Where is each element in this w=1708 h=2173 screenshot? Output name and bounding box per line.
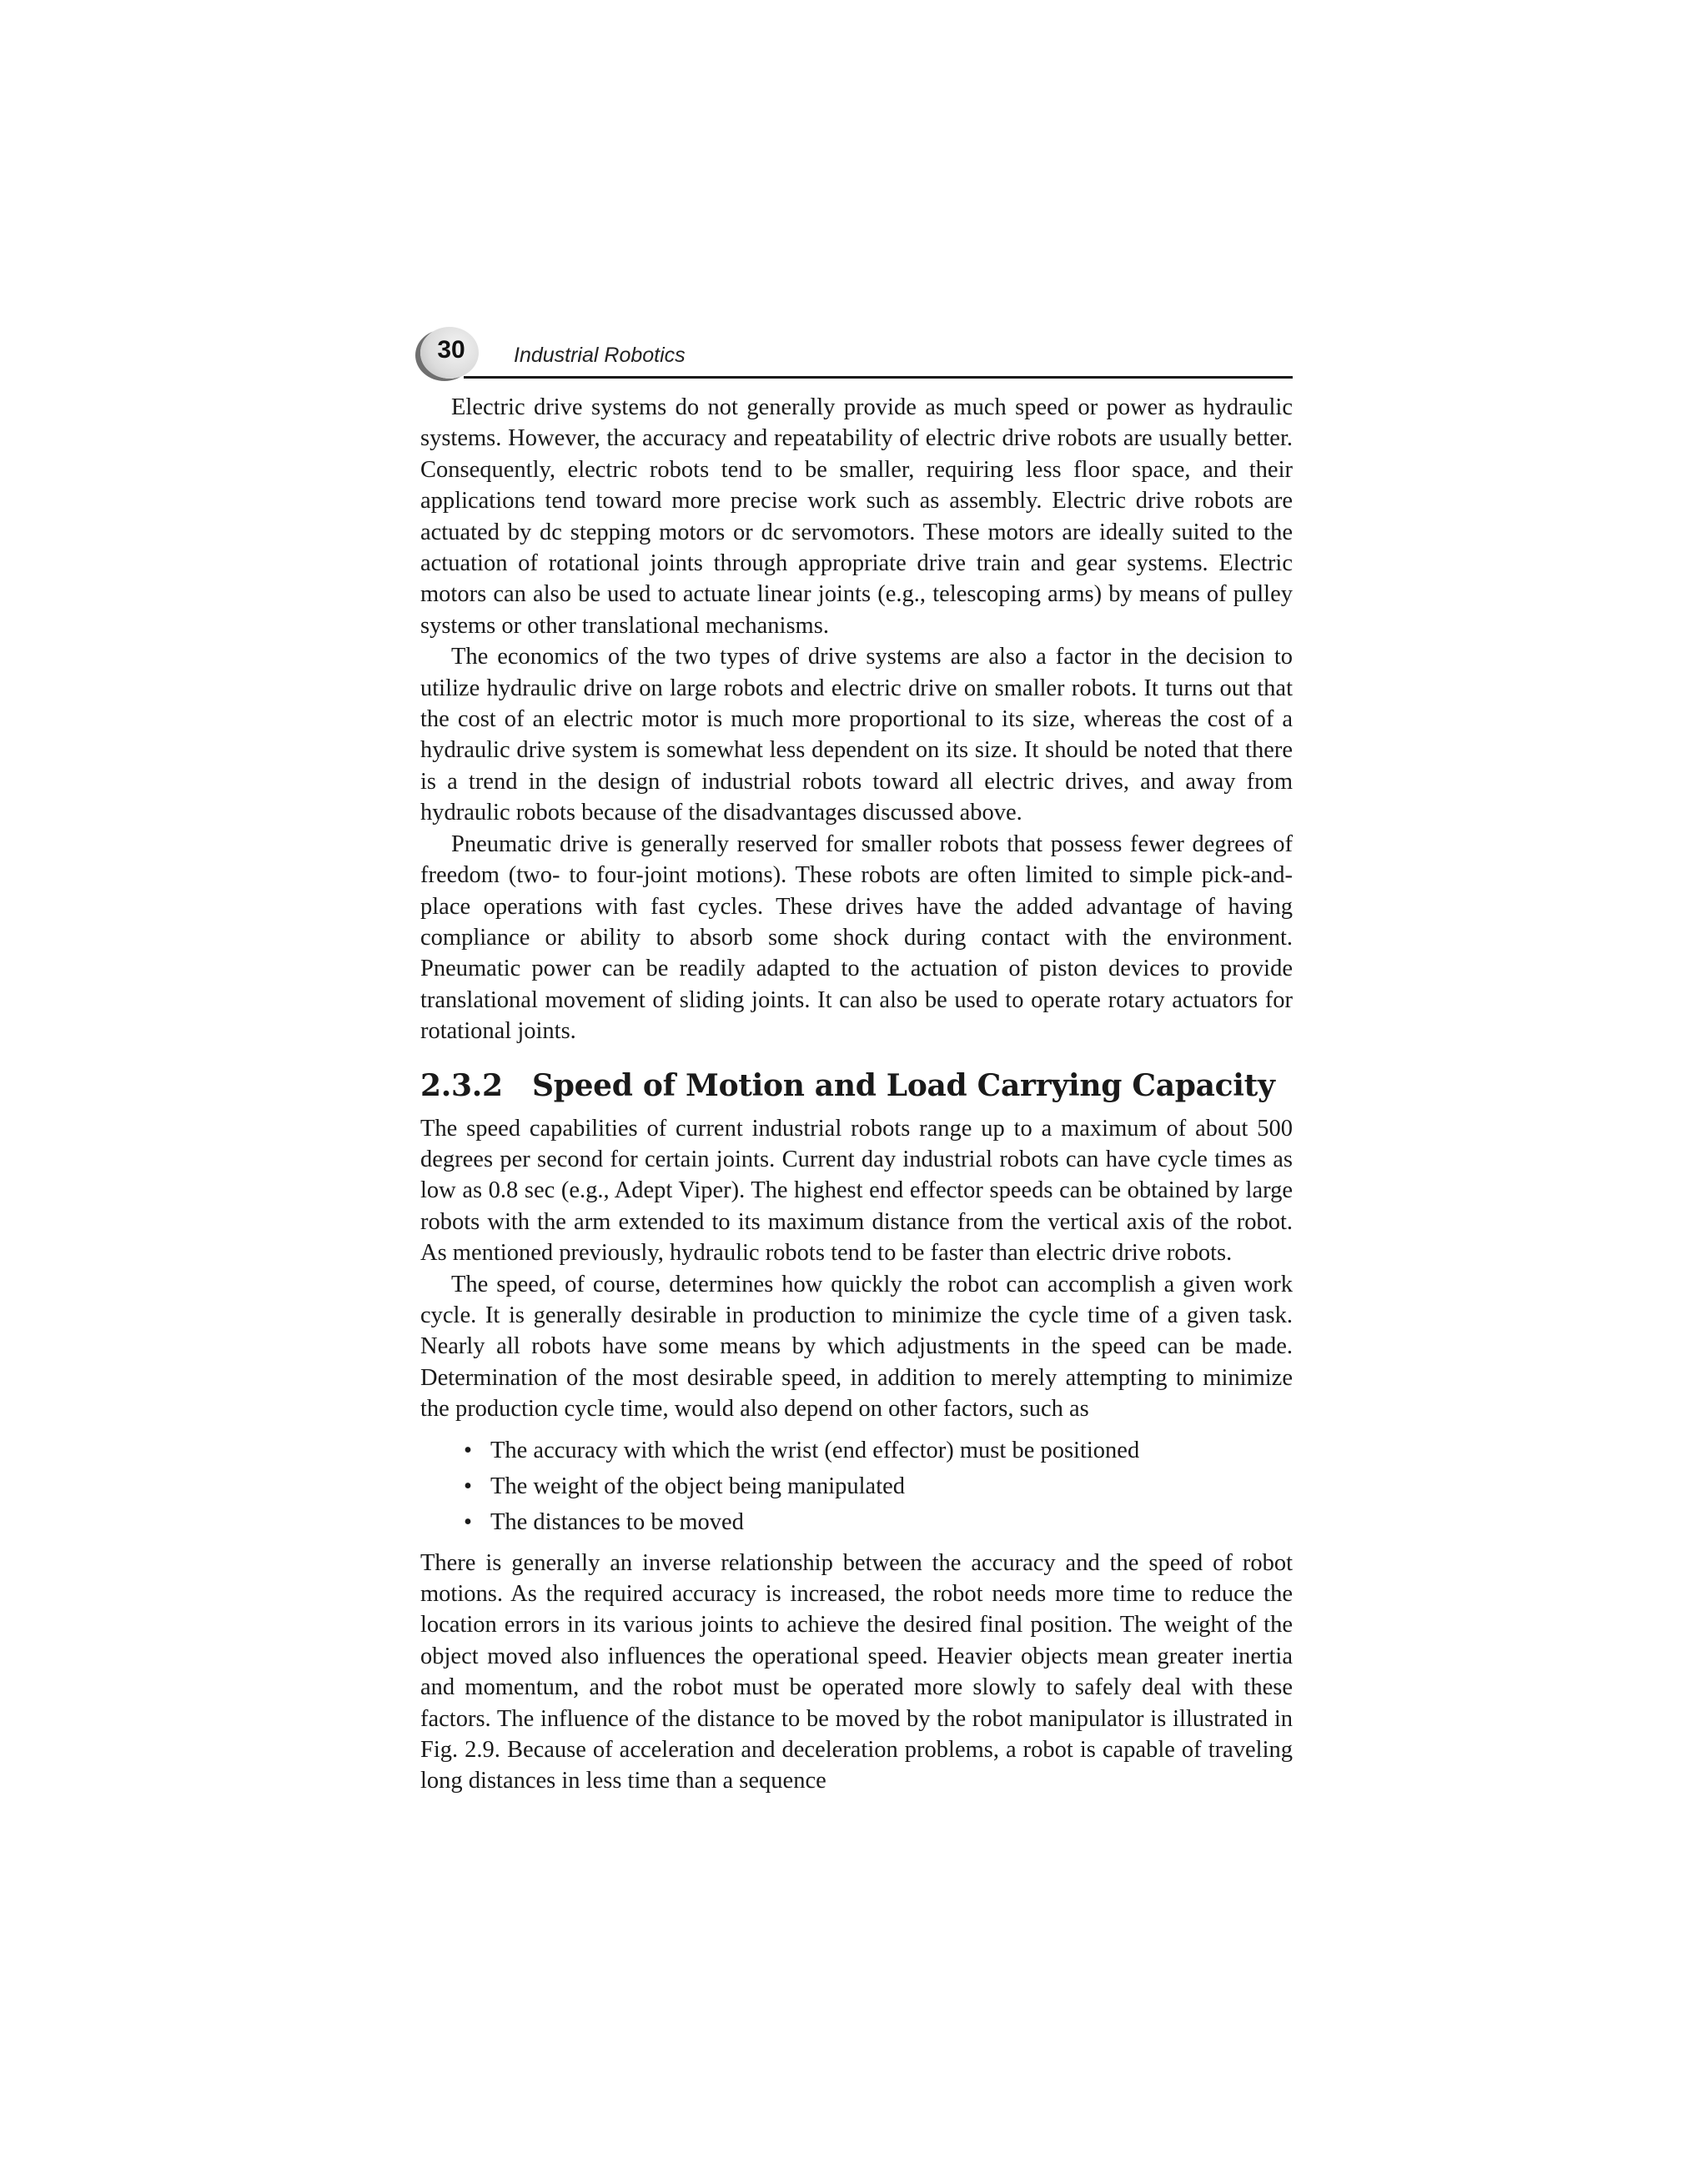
list-item-text: The weight of the object being manipulated <box>490 1473 906 1499</box>
bullet-glyph: • <box>464 1437 472 1463</box>
bullet-glyph: • <box>464 1508 472 1535</box>
page-body <box>420 392 1293 1797</box>
page-number: 30 <box>437 336 465 364</box>
running-title: Industrial Robotics <box>514 344 686 367</box>
running-header <box>420 327 1293 379</box>
list-item-text: The distances to be moved <box>490 1508 744 1535</box>
list-item-text: The accuracy with which the wrist (end effector) must be positioned <box>490 1437 1140 1463</box>
list-item <box>420 1468 1293 1504</box>
section-title: Speed of Motion and Load Carrying Capacity <box>532 1067 1275 1103</box>
list-item <box>420 1504 1293 1540</box>
paragraph-accuracy-speed: There is generally an inverse relationship between the accuracy and the speed of robot motions. As the required accuracy is increased, the robot needs more time to reduce the location errors in its various joints to achieve the desired final position. The weight of the object moved also influences the operational speed. Heavier objects mean greater inertia and momentum, and the robot must be operated more slowly to safely deal with these factors. The influence of the distance to be moved by the robot manipulator is illustrated in Fig. 2.9. Because of acceleration and deceleration problems, a robot is capable of traveling long distances in less time than a sequence <box>420 1549 1293 1794</box>
factor-list <box>420 1433 1293 1540</box>
paragraph-drive-economics: The economics of the two types of drive systems are also a factor in the decision to utilize hydraulic drive on large robots and electric drive on smaller robots. It turns out that the cost of an electric motor is much more proportional to its size, whereas the cost of a hydraulic drive system is somewhat less dependent on its size. It should be noted that there is a trend in the design of industrial robots toward all electric drives, and away from hydraulic robots because of the disadvantages discussed above. <box>420 644 1293 826</box>
book-page <box>420 327 1293 1797</box>
paragraph-speed-cycle: The speed, of course, determines how quickly the robot can accomplish a given work cycle. It is generally desirable in production to minimize the cycle time of a given task. Nearly all robots have some means by which adjustments in the speed can be made. Determination of the most desirable speed, in addition to merely attempting to minimize the production cycle time, would also depend on other factors, such as <box>420 1271 1293 1423</box>
header-rule <box>464 376 1293 379</box>
list-item <box>420 1433 1293 1468</box>
section-heading <box>420 1066 1293 1106</box>
bullet-glyph: • <box>464 1473 472 1499</box>
section-number: 2.3.2 <box>420 1067 503 1103</box>
paragraph-electric-drive: Electric drive systems do not generally provide as much speed or power as hydraulic systems. However, the accuracy and repeatability of electric drive robots are usually better. Consequently, electric robots tend to be smaller, requiring less floor space, and their applications tend toward more precise work such as assembly. Electric drive robots are actuated by dc stepping motors or dc servomotors. These motors are ideally suited to the actuation of rotational joints through appropriate drive train and gear systems. Electric motors can also be used to actuate linear joints (e.g., telescoping arms) by means of pulley systems or other translational mechanisms. <box>420 394 1293 639</box>
paragraph-speed-capabilities: The speed capabilities of current industrial robots range up to a maximum of about 500 degrees per second for certain joints. Current day industrial robots can have cycle times as low as 0.8 sec (e.g., Adept Viper). The highest end effector speeds can be obtained by large robots with the arm extended to its maximum distance from the vertical axis of the robot. As mentioned previously, hydraulic robots tend to be faster than electric drive robots. <box>420 1115 1293 1267</box>
paragraph-pneumatic-drive: Pneumatic drive is generally reserved for smaller robots that possess fewer degrees of freedom (two- to four-joint motions). These robots are often limited to simple pick-and-place operations with fast cycles. These drives have the added advantage of having compliance or ability to absorb some shock during contact with the environment. Pneumatic power can be readily adapted to the actuation of piston devices to provide translational movement of sliding joints. It can also be used to operate rotary actuators for rotational joints. <box>420 831 1293 1045</box>
